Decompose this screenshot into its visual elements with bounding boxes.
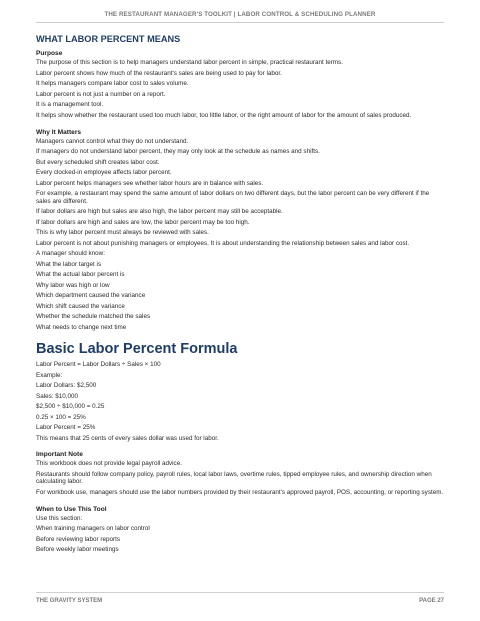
body-line: Labor percent shows how much of the restaurant's sales are being used to pay for labor.	[36, 69, 282, 77]
why-block	[36, 129, 444, 331]
body-line: Labor Percent = Labor Dollars ÷ Sales × 100	[36, 361, 161, 369]
note-heading: Important Note	[36, 451, 83, 459]
usage-heading: When to Use This Tool	[36, 505, 107, 513]
section-title: WHAT LABOR PERCENT MEANS	[36, 34, 181, 44]
body-line: Every clocked-in employee affects labor percent.	[36, 169, 172, 177]
body-line: $2,500 ÷ $10,000 = 0.25	[36, 403, 105, 411]
header-divider	[36, 22, 444, 23]
body-line: If managers do not understand labor percent, they may only look at the schedule as names and shifts.	[36, 148, 320, 156]
body-line: Example:	[36, 371, 63, 379]
body-line: Labor percent is not about punishing managers or employees. It is about understanding the relationship between sales and labor cost.	[36, 239, 410, 247]
note-block	[36, 451, 444, 496]
running-header: THE RESTAURANT MANAGER'S TOOLKIT | LABOR CONTROL & SCHEDULING PLANNER	[104, 11, 376, 18]
body-line: Which shift caused the variance	[36, 302, 125, 310]
body-line: Labor percent helps managers see whether labor hours are in balance with sales.	[36, 179, 264, 187]
footer-brand: THE GRAVITY SYSTEM	[36, 598, 103, 604]
purpose-lines	[36, 59, 444, 119]
body-line: What the labor target is	[36, 260, 102, 268]
formula-block	[36, 341, 444, 442]
body-line: This workbook does not provide legal payroll advice.	[36, 460, 182, 468]
body-line: It is a management tool.	[36, 101, 104, 108]
body-line: Whether the schedule matched the sales	[36, 313, 151, 321]
body-line: Labor percent is not just a number on a report.	[36, 90, 166, 98]
usage-block	[36, 506, 444, 554]
page-content	[36, 34, 444, 564]
body-line: Restaurants should follow company policy, payroll rules, local labor laws, overtime rules, tipped employee rules, and ownership direction when calculating labor.	[36, 470, 432, 486]
body-line: It helps show whether the restaurant used too much labor, too little labor, or the right amount of labor for the amount of sales produced.	[36, 111, 412, 119]
body-line: What the actual labor percent is	[36, 271, 125, 279]
body-line: 0.25 × 100 = 25%	[36, 413, 86, 421]
footer-divider	[36, 592, 444, 593]
body-line: The purpose of this section is to help managers understand labor percent in simple, practical restaurant terms.	[36, 59, 343, 66]
body-line: Use this section:	[36, 514, 83, 522]
body-line: Before weekly labor meetings	[36, 546, 119, 554]
body-line: When training managers on labor control	[36, 525, 150, 533]
body-line: It helps managers compare labor cost to sales volume.	[36, 80, 189, 87]
body-line: Which department caused the variance	[36, 292, 146, 300]
purpose-heading: Purpose	[36, 50, 63, 57]
body-line: This is why labor percent must always be reviewed with sales.	[36, 229, 209, 237]
body-line: Before reviewing labor reports	[36, 535, 120, 543]
body-line: For workbook use, managers should use the labor numbers provided by their restaurant's approved payroll, POS, accounting, or reporting system.	[36, 488, 444, 496]
formula-title: Basic Labor Percent Formula	[36, 341, 238, 358]
body-line: This means that 25 cents of every sales dollar was used for labor.	[36, 434, 219, 442]
body-line: What needs to change next time	[36, 323, 127, 331]
body-line: Labor Percent = 25%	[36, 424, 96, 432]
why-heading: Why It Matters	[36, 128, 82, 136]
body-line: Sales: $10,000	[36, 392, 79, 400]
purpose-block	[36, 50, 444, 119]
body-line: Managers cannot control what they do not understand.	[36, 137, 189, 145]
note-lines	[36, 460, 444, 496]
body-line: If labor dollars are high and sales are low, the labor percent may be too high.	[36, 218, 250, 226]
body-line: But every scheduled shift creates labor cost.	[36, 158, 160, 166]
body-line: Labor Dollars: $2,500	[36, 382, 97, 390]
body-line: Why labor was high or low	[36, 281, 110, 289]
why-lines	[36, 138, 444, 331]
body-line: If labor dollars are high but sales are also high, the labor percent may still be acceptable.	[36, 208, 283, 216]
page-number: PAGE 27	[419, 598, 444, 604]
body-line: For example, a restaurant may spend the same amount of labor dollars on two different days, but the labor percent can be very different if the sales are different.	[36, 190, 430, 205]
usage-lines	[36, 515, 444, 554]
formula-lines	[36, 361, 444, 442]
body-line: A manager should know:	[36, 250, 105, 258]
